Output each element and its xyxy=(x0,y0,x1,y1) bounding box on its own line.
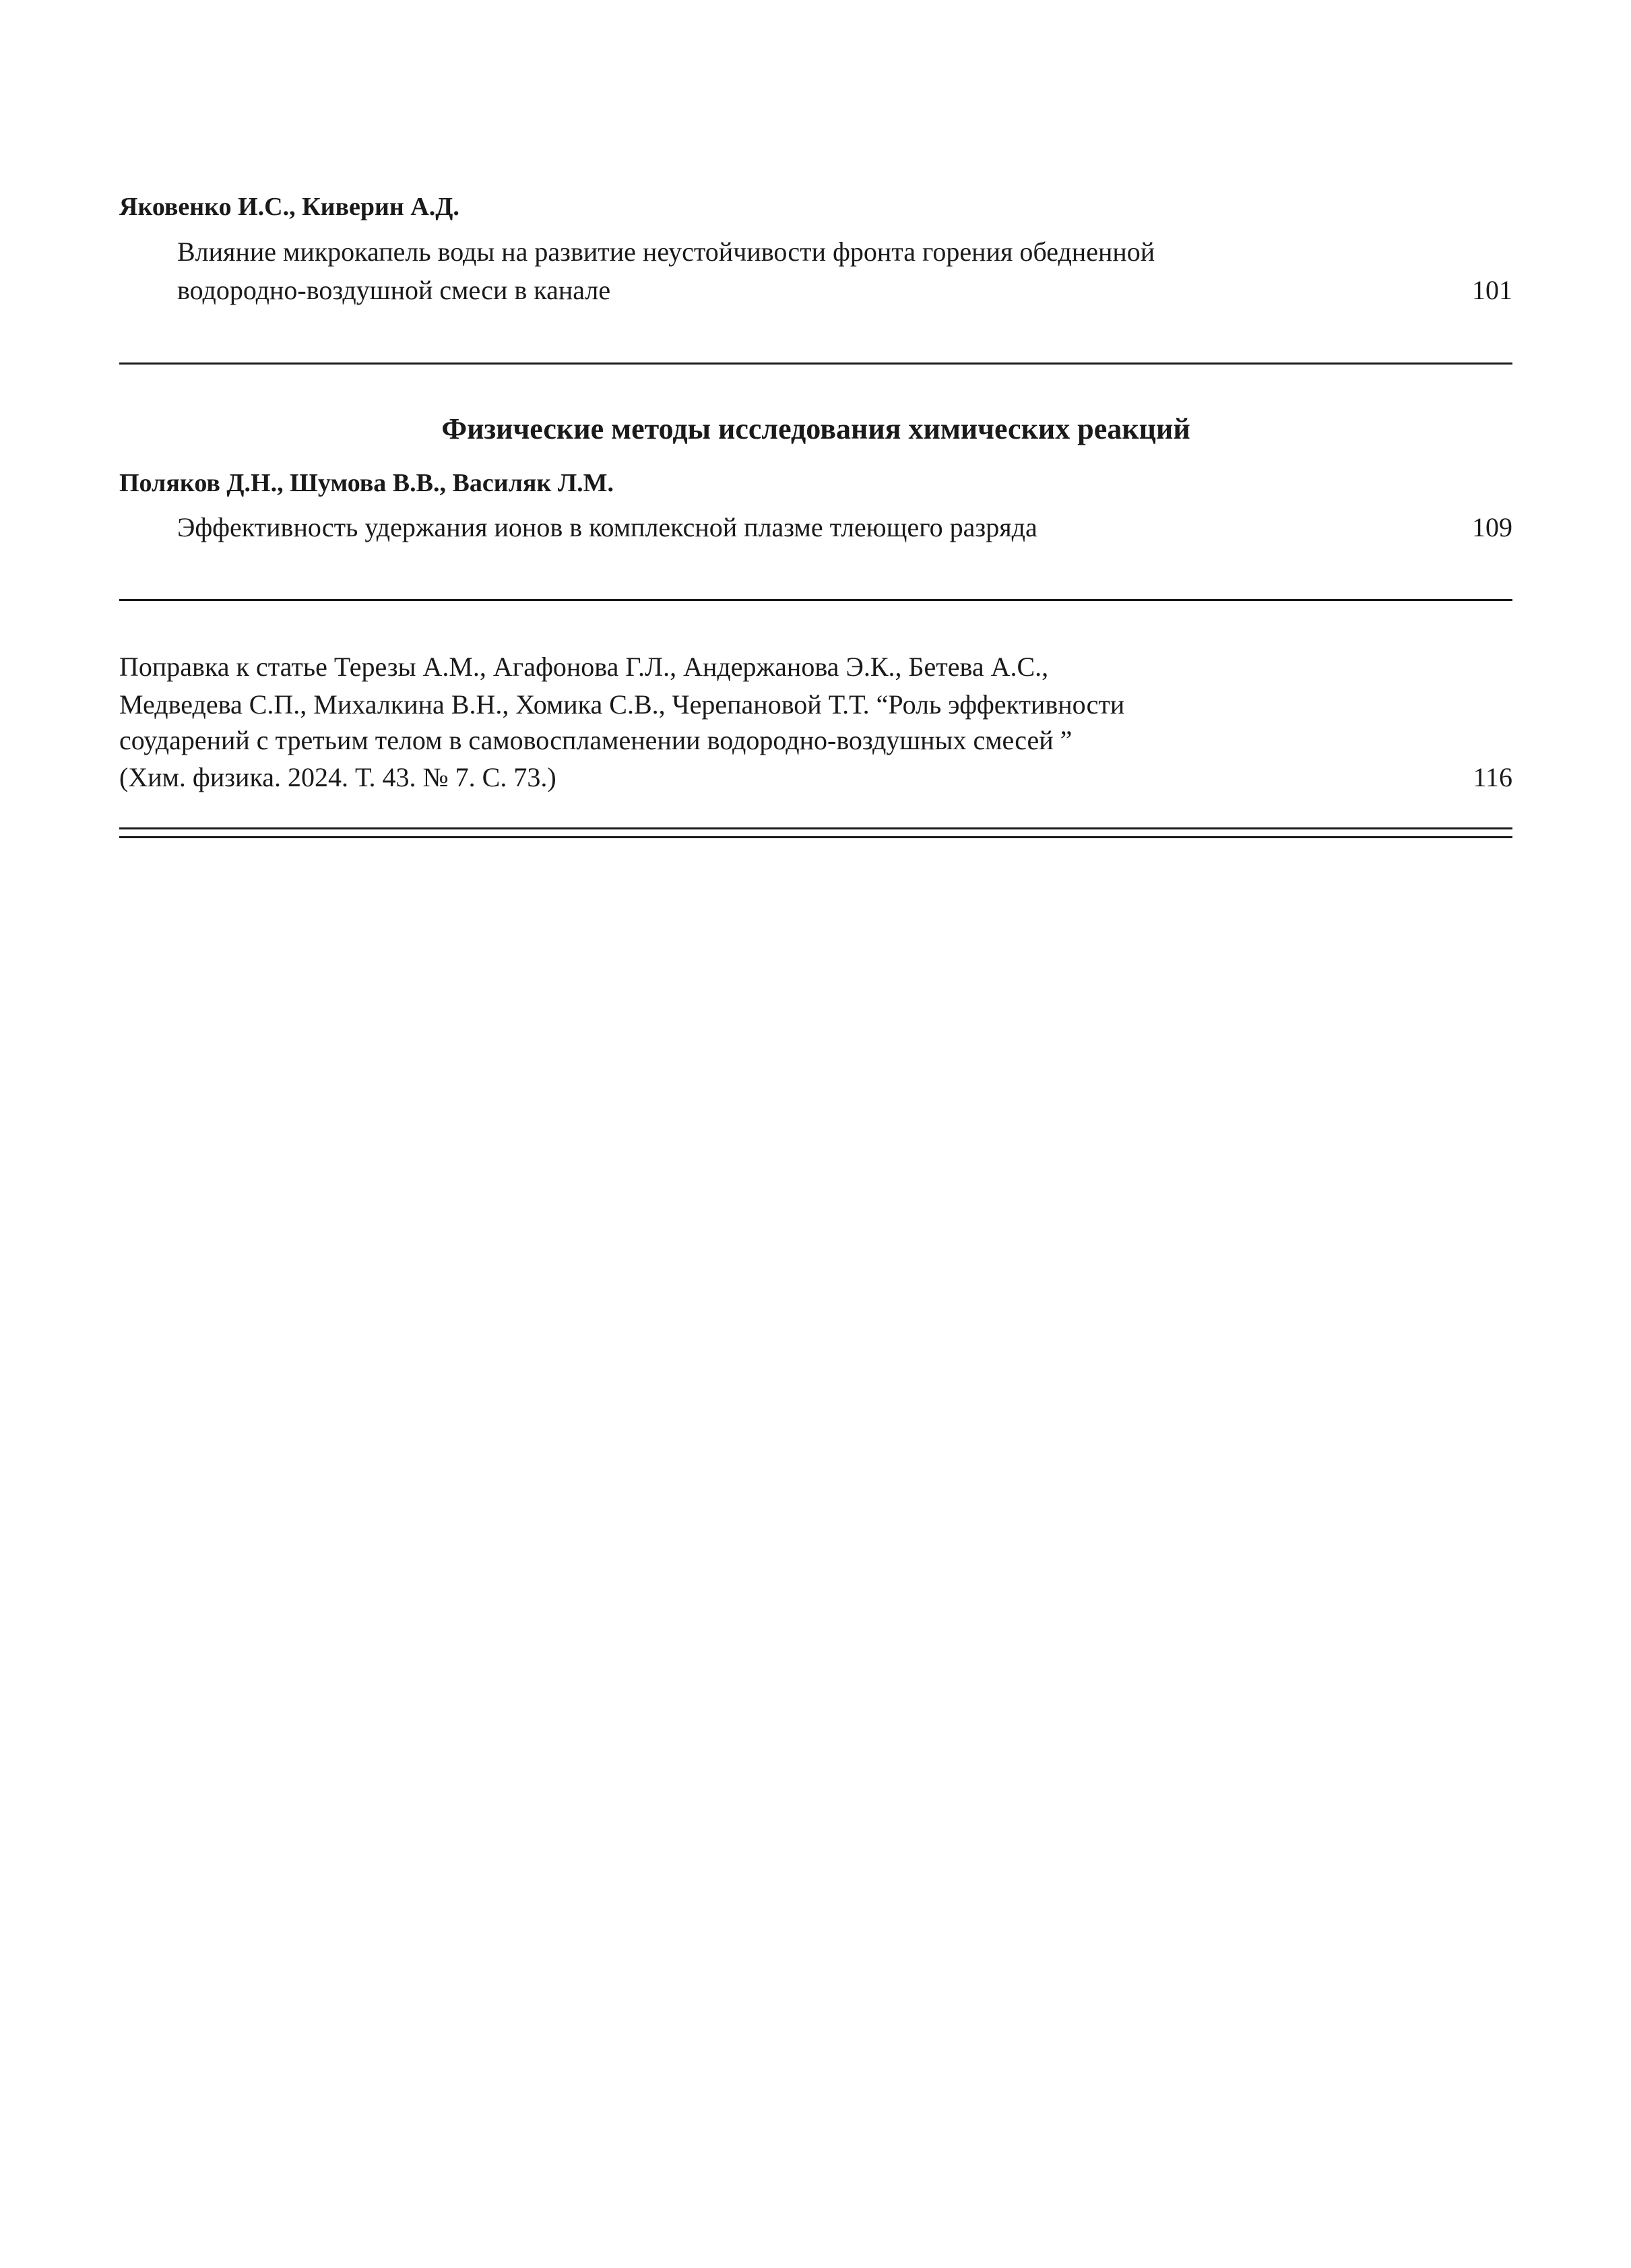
end-double-rule-top xyxy=(119,827,1512,829)
entry-title-line: водородно-воздушной смеси в канале xyxy=(177,275,611,305)
erratum-line: Медведева С.П., Михалкина В.Н., Хомика С.В., Черепановой Т.Т. “Роль эффективности xyxy=(119,689,1125,720)
erratum-line: (Хим. физика. 2024. Т. 43. № 7. С. 73.) xyxy=(119,762,556,792)
erratum-line: соударений с третьим телом в самовоспламенении водородно-воздушных смесей ” xyxy=(119,725,1073,755)
end-double-rule-bottom xyxy=(119,836,1512,838)
section-divider xyxy=(119,363,1512,365)
entry-authors: Яковенко И.С., Киверин А.Д. xyxy=(119,193,459,221)
erratum-page-number: 116 xyxy=(1473,762,1512,792)
entry-title-line: Влияние микрокапель воды на развитие неустойчивости фронта горения обедненной xyxy=(177,237,1155,267)
section-divider xyxy=(119,599,1512,601)
entry-page-number: 101 xyxy=(1472,275,1512,305)
entry-page-number: 109 xyxy=(1472,512,1512,542)
section-heading: Физические методы исследования химических реакций xyxy=(441,412,1190,445)
erratum-line: Поправка к статье Терезы А.М., Агафонова Г.Л., Андержанова Э.К., Бетева А.С., xyxy=(119,652,1049,682)
entry-title-line: Эффективность удержания ионов в комплексной плазме тлеющего разряда xyxy=(177,512,1037,542)
entry-authors: Поляков Д.Н., Шумова В.В., Василяк Л.М. xyxy=(119,469,614,497)
